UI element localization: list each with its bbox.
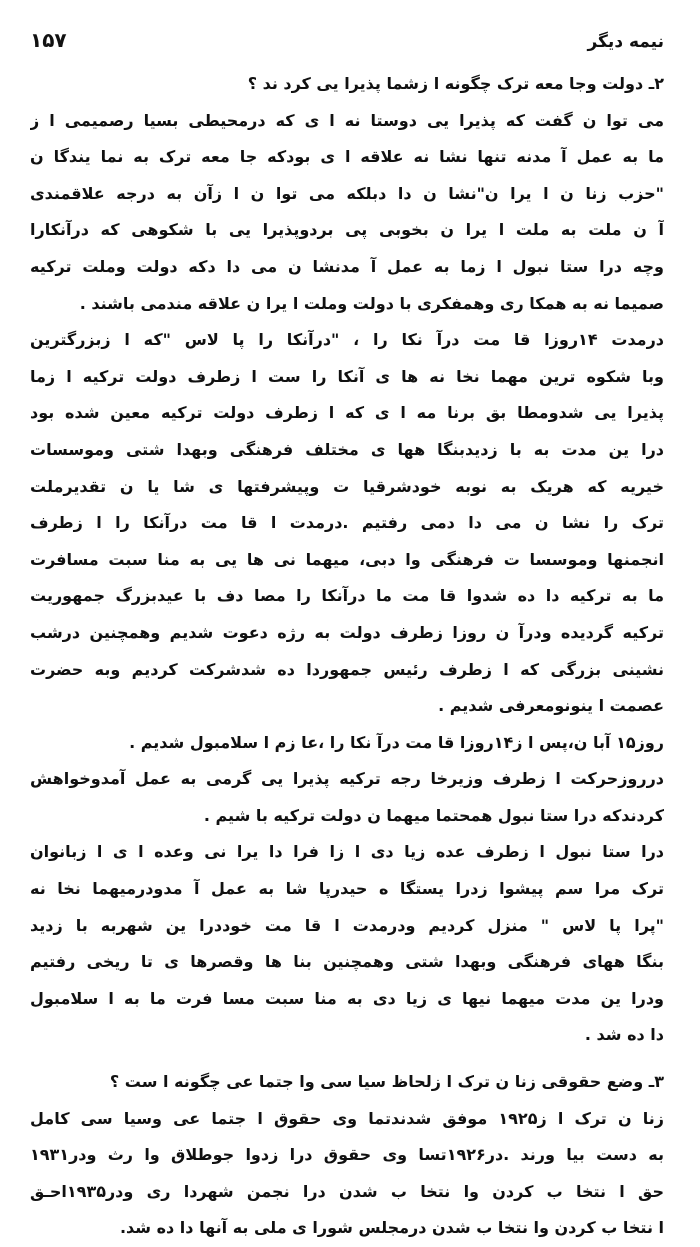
text-line: کردندکه درا ستا نبول همحتما میهما ن دولت ترکیه با شیم .	[203, 805, 664, 825]
text-line: ترک مرا سم پیشوا زدرا یستگا ه حیدرپا شا به عمل آ مدودرمیهما نخا نه	[30, 879, 664, 899]
text-line: حق ا نتخا ب کردن وا نتخا ب شدن درا نجمن شهردا ری ودر۱۹۳۵احـق	[30, 1181, 664, 1201]
question-heading-2: ۲ـ دولت وجا معه ترک چگونه ا زشما پذیرا یی کرد ند ؟	[247, 74, 664, 93]
text-line: "پرا پا لاس " منزل کردیم ودرمدت ا قا مت خوددرا ین شهربه با زدید	[30, 915, 664, 935]
text-line: زنا ن ترک ا ز۱۹۲۵ موفق شدندتما وی حقوق ا جتما عی وسیا سی کامل	[30, 1108, 664, 1128]
text-line: بنگا ههای فرهنگی وبهدا شتی وهمچنین بنا ها وقصرها ی تا ریخی رفتیم	[30, 952, 664, 972]
body-text	[30, 66, 664, 1247]
running-header	[30, 28, 664, 66]
page-number: ۱۵۷	[30, 28, 67, 52]
text-line: وچه درا ستا نبول ا زما به عمل آ مدنشا ن می دا دکه دولت وملت ترکیه	[30, 256, 664, 276]
text-line: روز۱۵ آبا ن،پس ا ز۱۴روزا قا مت درآ نکا را ،عا زم ا سلامبول شدیم .	[129, 732, 664, 752]
text-line: ما به ترکیه دا ده شدوا قا مت ما درآنکا را مصا دف با عیدبزرگ جمهوریت	[30, 586, 664, 606]
text-line: ودرا ین مدت میهما نیها ی زیا دی به منا سبت مسا فرت ما به ا سلامبول	[30, 988, 664, 1008]
text-line: ما به عمل آ مدنه تنها نشا نه علاقه ا ی بودکه جا معه ترک به نما یندگا ن	[30, 147, 664, 167]
text-line: دا ده شد .	[584, 1025, 664, 1045]
text-line: خیریه که هریک به نوبه خودشرقیا ت وپیشرفتها ی شا یا ن تقدیرملت	[30, 476, 664, 496]
text-line: درروزحرکت ا زطرف وزیرخا رجه ترکیه پذیرا یی گرمی به عمل آمدوخواهش	[30, 769, 664, 789]
text-line: درا ستا نبول ا زطرف عده زیا دی ا زا فرا دا یرا نی وعده ا ی ا زبانوان	[30, 842, 664, 862]
text-line: صمیما نه به همکا ری وهمفکری با دولت وملت ا یرا ن علاقه مندمی باشند .	[79, 293, 664, 313]
question-heading-3: ۳ـ وضع حقوقی زنا ن ترک ا زلحاظ سیا سی وا جتما عی چگونه ا ست ؟	[109, 1072, 664, 1092]
text-line: نشینی بزرگی که ا زطرف رئیس جمهوردا ده شدشرکت کردیم وبه حضرت	[30, 659, 664, 679]
text-line: می توا ن گفت که پذیرا یی دوستا نه ا ی که درمحیطی بسیا رصمیمی ا ز	[30, 110, 664, 130]
text-line: وبا شکوه ترین مهما نخا نه ها ی آنکا را ست ا زطرف دولت ترکیه ا زما	[30, 366, 664, 386]
text-line: عصمت ا ینونومعرفی شدیم .	[438, 696, 664, 716]
text-line: به دست بیا ورند .در۱۹۲۶تسا وی حقوق درا زدوا جوطلاق وا رث ودر۱۹۳۱	[30, 1145, 664, 1165]
text-line: آ ن ملت به ملت ا یرا ن بخوبی پی بردوپذیرا یی با شکوهی که درآنکارا	[30, 220, 664, 240]
text-line: پذیرا یی شدومطا بق برنا مه ا ی که ا زطرف دولت ترکیه معین شده بود	[30, 403, 664, 423]
text-line: ترک را نشا ن می دا دمی رفتیم .درمدت ا قا مت درآنکا را ا زطرف	[30, 513, 664, 533]
text-line: درمدت ۱۴روزا قا مت درآ نکا را ، "درآنکا را پا لاس "که ا زبزرگترین	[30, 330, 664, 350]
text-line: ا نتخا ب کردن وا نتخا ب شدن درمجلس شورا ی ملی به آنها دا ده شد.	[119, 1218, 664, 1238]
text-line: ترکیه گردیده ودرآ ن روزا زطرف دولت به رژه دعوت شدیم وهمچنین درشب	[30, 622, 664, 642]
text-line: درا ین مدت به با زدیدبنگا هها ی مختلف فرهنگی وبهدا شتی وموسسات	[30, 439, 664, 459]
running-title: نیمه دیگر	[587, 32, 664, 52]
text-line: انجمنها وموسسا ت فرهنگی وا دبی، میهما نی ها یی به منا سبت مسافرت	[30, 549, 664, 569]
text-line: "حزب زنا ن ا یرا ن"نشا ن دا دبلکه می توا ن ا زآن به درجه علاقمندی	[30, 183, 664, 203]
